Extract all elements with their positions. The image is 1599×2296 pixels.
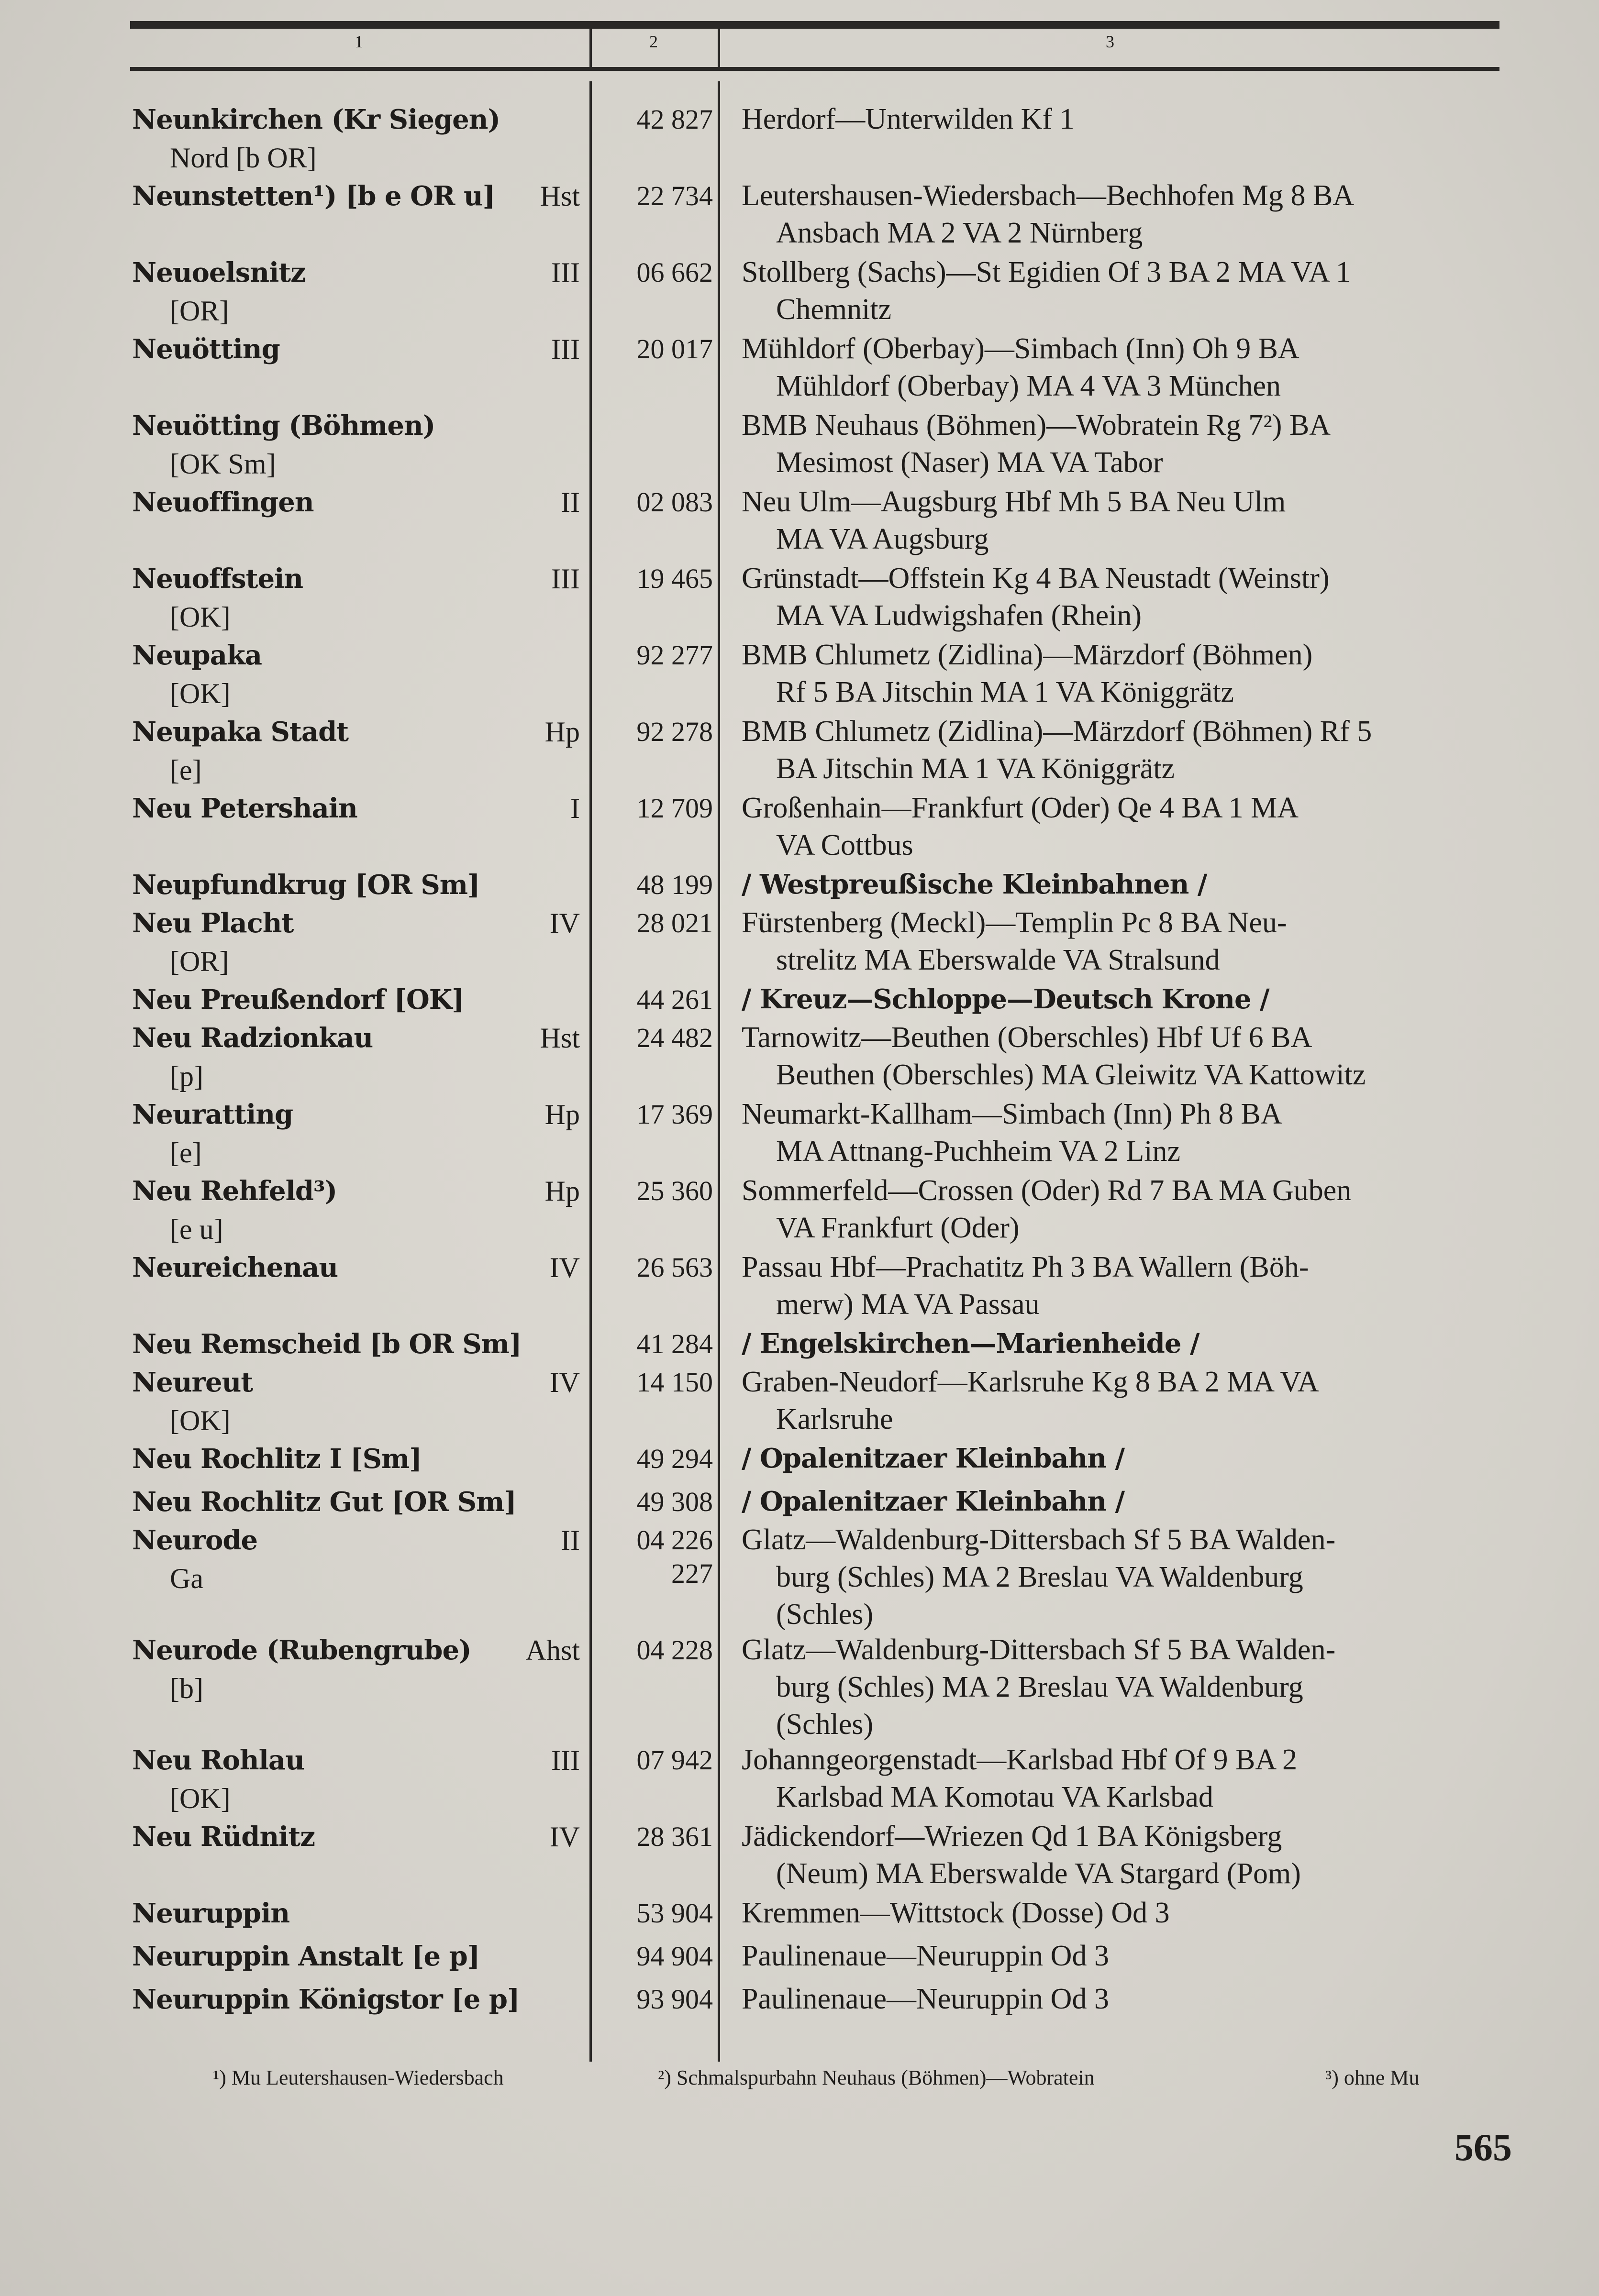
station-code: 24 482 bbox=[636, 1022, 713, 1053]
route-line-1: BMB Chlumetz (Zidlina)—Märzdorf (Böhmen) bbox=[742, 639, 1313, 671]
station-code: 04 228 bbox=[636, 1634, 713, 1666]
station-subline: [e u] bbox=[170, 1214, 223, 1245]
route-line-2: Karlsruhe bbox=[776, 1403, 893, 1435]
station-code: 42 827 bbox=[636, 104, 713, 135]
station-class: IV bbox=[549, 1367, 580, 1398]
route-description bbox=[742, 1483, 1517, 1520]
route-description bbox=[742, 1363, 1517, 1438]
route-line-1: Leutershausen-Wiedersbach—Bechhofen Mg 8 BA bbox=[742, 179, 1355, 212]
route-line-1: Graben-Neudorf—Karlsruhe Kg 8 BA 2 MA VA bbox=[742, 1366, 1319, 1398]
route-description bbox=[742, 1440, 1517, 1477]
footnote-1: ¹) Mu Leutershausen-Wiedersbach bbox=[213, 2066, 504, 2089]
station-name: Neureichenau bbox=[132, 1252, 338, 1283]
station-code: 26 563 bbox=[636, 1252, 713, 1283]
route-description bbox=[742, 1019, 1517, 1093]
route-line-2: MA VA Augsburg bbox=[776, 523, 989, 555]
station-code: 93 904 bbox=[636, 1984, 713, 2015]
station-name: Neupfundkrug [OR Sm] bbox=[132, 869, 480, 901]
route-line-2: MA VA Ludwigshafen (Rhein) bbox=[776, 599, 1142, 632]
station-code: 53 904 bbox=[636, 1898, 713, 1929]
station-subline: [OK] bbox=[170, 678, 231, 709]
route-description bbox=[742, 1095, 1517, 1170]
route-line-2: MA Attnang-Puchheim VA 2 Linz bbox=[776, 1135, 1181, 1168]
route-line-1: Fürstenberg (Meckl)—Templin Pc 8 BA Neu- bbox=[742, 906, 1287, 939]
route-line-1: / Engelskirchen—Marienheide / bbox=[742, 1328, 1199, 1359]
station-subline: Ga bbox=[170, 1563, 203, 1594]
station-code: 48 199 bbox=[636, 869, 713, 900]
station-subline: [OR] bbox=[170, 946, 229, 977]
route-description bbox=[742, 904, 1517, 979]
route-line-1: / Opalenitzaer Kleinbahn / bbox=[742, 1443, 1125, 1474]
column-header-2: 2 bbox=[649, 32, 658, 51]
route-line-1: / Kreuz—Schloppe—Deutsch Krone / bbox=[742, 983, 1269, 1015]
station-name: Neupaka bbox=[132, 640, 262, 671]
station-name: Neuoffingen bbox=[132, 486, 314, 518]
station-class: Hst bbox=[540, 180, 580, 212]
route-description bbox=[742, 100, 1517, 138]
column-header-3: 3 bbox=[1106, 32, 1114, 51]
station-subline: [OK Sm] bbox=[170, 448, 276, 480]
station-subline: [p] bbox=[170, 1060, 203, 1092]
station-code: 04 226 bbox=[636, 1524, 713, 1556]
route-line-2: Mesimost (Naser) MA VA Tabor bbox=[776, 446, 1163, 479]
top-rule bbox=[130, 21, 1499, 29]
route-line-1: Paulinenaue—Neuruppin Od 3 bbox=[742, 1983, 1109, 2015]
route-line-1: Grünstadt—Offstein Kg 4 BA Neustadt (Weinstr) bbox=[742, 562, 1330, 595]
route-description bbox=[742, 1248, 1517, 1323]
station-name: Neuoffstein bbox=[132, 563, 303, 595]
station-class: III bbox=[551, 563, 580, 595]
route-description bbox=[742, 1818, 1517, 1892]
route-line-2: VA Cottbus bbox=[776, 829, 913, 861]
station-code: 22 734 bbox=[636, 180, 713, 211]
route-description bbox=[742, 1894, 1517, 1932]
route-description bbox=[742, 330, 1517, 405]
route-description bbox=[742, 560, 1517, 634]
station-code: 17 369 bbox=[636, 1099, 713, 1130]
station-code: 02 083 bbox=[636, 486, 713, 518]
route-description bbox=[742, 1172, 1517, 1247]
route-line-3: (Schles) bbox=[776, 1708, 874, 1741]
station-subline: [e] bbox=[170, 1137, 202, 1169]
station-class: Hp bbox=[544, 1099, 580, 1130]
station-name: Neu Placht bbox=[132, 907, 294, 939]
route-description bbox=[742, 483, 1517, 558]
station-class: Hp bbox=[544, 716, 580, 748]
route-description bbox=[742, 254, 1517, 328]
station-code: 20 017 bbox=[636, 333, 713, 364]
station-name: Neu Rüdnitz bbox=[132, 1821, 315, 1853]
route-line-1: / Opalenitzaer Kleinbahn / bbox=[742, 1486, 1125, 1517]
route-line-1: Glatz—Waldenburg-Dittersbach Sf 5 BA Walden- bbox=[742, 1634, 1336, 1666]
route-line-1: / Westpreußische Kleinbahnen / bbox=[742, 869, 1207, 900]
route-description bbox=[742, 1325, 1517, 1362]
station-code: 19 465 bbox=[636, 563, 713, 594]
header-rule bbox=[130, 67, 1499, 71]
route-line-1: Großenhain—Frankfurt (Oder) Qe 4 BA 1 MA bbox=[742, 792, 1299, 824]
route-line-2: (Neum) MA Eberswalde VA Stargard (Pom) bbox=[776, 1857, 1301, 1890]
route-description bbox=[742, 1741, 1517, 1816]
route-line-1: Passau Hbf—Prachatitz Ph 3 BA Wallern (Böh- bbox=[742, 1251, 1309, 1283]
route-description bbox=[742, 789, 1517, 864]
route-line-1: Johanngeorgenstadt—Karlsbad Hbf Of 9 BA 2 bbox=[742, 1744, 1298, 1776]
station-name: Neunkirchen (Kr Siegen) bbox=[132, 104, 500, 135]
route-description bbox=[742, 177, 1517, 252]
route-line-3: (Schles) bbox=[776, 1598, 874, 1631]
station-code: 44 261 bbox=[636, 984, 713, 1015]
route-line-1: Neumarkt-Kallham—Simbach (Inn) Ph 8 BA bbox=[742, 1098, 1282, 1130]
route-description bbox=[742, 1631, 1517, 1743]
station-name: Neurode bbox=[132, 1524, 258, 1556]
route-line-1: Mühldorf (Oberbay)—Simbach (Inn) Oh 9 BA bbox=[742, 332, 1299, 365]
station-name: Neu Preußendorf [OK] bbox=[132, 984, 464, 1016]
station-name: Neunstetten¹) [b e OR u] bbox=[132, 180, 495, 212]
route-line-1: Glatz—Waldenburg-Dittersbach Sf 5 BA Walden- bbox=[742, 1523, 1336, 1556]
station-subline: [OK] bbox=[170, 1783, 231, 1814]
route-line-1: Sommerfeld—Crossen (Oder) Rd 7 BA MA Guben bbox=[742, 1174, 1352, 1207]
station-subline: [OR] bbox=[170, 295, 229, 327]
route-description bbox=[742, 866, 1517, 903]
station-name: Neuoelsnitz bbox=[132, 257, 305, 288]
route-line-2: Beuthen (Oberschles) MA Gleiwitz VA Kattowitz bbox=[776, 1059, 1366, 1091]
header-divider-1 bbox=[589, 29, 592, 69]
route-line-2: Rf 5 BA Jitschin MA 1 VA Königgrätz bbox=[776, 676, 1234, 708]
station-name: Neu Radzionkau bbox=[132, 1022, 373, 1054]
station-code: 28 021 bbox=[636, 907, 713, 938]
column-divider-1 bbox=[589, 81, 592, 2062]
station-class: III bbox=[551, 257, 580, 288]
route-line-2: strelitz MA Eberswalde VA Stralsund bbox=[776, 944, 1220, 976]
station-class: Ahst bbox=[525, 1634, 580, 1666]
station-class: I bbox=[570, 793, 580, 824]
footnote-3: ³) ohne Mu bbox=[1325, 2066, 1420, 2089]
station-name: Neuruppin Königstor [e p] bbox=[132, 1984, 520, 2015]
station-code: 25 360 bbox=[636, 1175, 713, 1206]
station-code: 12 709 bbox=[636, 793, 713, 824]
station-name: Neuruppin Anstalt [e p] bbox=[132, 1941, 480, 1972]
station-code: 07 942 bbox=[636, 1744, 713, 1776]
route-line-1: BMB Chlumetz (Zidlina)—Märzdorf (Böhmen) Rf 5 bbox=[742, 715, 1372, 748]
route-line-1: Stollberg (Sachs)—St Egidien Of 3 BA 2 MA VA 1 bbox=[742, 256, 1351, 288]
station-code: 41 284 bbox=[636, 1328, 713, 1359]
station-name: Neu Rochlitz I [Sm] bbox=[132, 1443, 422, 1475]
route-description bbox=[742, 1521, 1517, 1633]
route-description bbox=[742, 636, 1517, 711]
station-name: Neuötting (Böhmen) bbox=[132, 410, 435, 442]
station-name: Neu Remscheid [b OR Sm] bbox=[132, 1328, 522, 1360]
station-subline: [OK] bbox=[170, 601, 231, 633]
station-code: 49 294 bbox=[636, 1443, 713, 1474]
station-code: 92 278 bbox=[636, 716, 713, 747]
station-name: Neupaka Stadt bbox=[132, 716, 349, 748]
station-class: III bbox=[551, 333, 580, 365]
station-name: Neu Petershain bbox=[132, 793, 357, 824]
route-line-2: Ansbach MA 2 VA 2 Nürnberg bbox=[776, 217, 1143, 249]
route-description bbox=[742, 981, 1517, 1018]
route-line-1: Kremmen—Wittstock (Dosse) Od 3 bbox=[742, 1897, 1170, 1929]
station-subline: [e] bbox=[170, 754, 202, 786]
station-class: IV bbox=[549, 1252, 580, 1283]
station-name: Neuötting bbox=[132, 333, 280, 365]
station-class: II bbox=[561, 486, 580, 518]
footnote-2: ²) Schmalspurbahn Neuhaus (Böhmen)—Wobratein bbox=[658, 2066, 1095, 2089]
route-line-1: Herdorf—Unterwilden Kf 1 bbox=[742, 103, 1075, 135]
route-line-1: Tarnowitz—Beuthen (Oberschles) Hbf Uf 6 BA bbox=[742, 1021, 1312, 1054]
station-subline: [OK] bbox=[170, 1405, 231, 1436]
station-code: 14 150 bbox=[636, 1367, 713, 1398]
station-code: 94 904 bbox=[636, 1941, 713, 1972]
route-line-1: Jädickendorf—Wriezen Qd 1 BA Königsberg bbox=[742, 1820, 1282, 1853]
column-header-1: 1 bbox=[355, 32, 363, 51]
station-name: Neuratting bbox=[132, 1099, 293, 1130]
route-line-2: VA Frankfurt (Oder) bbox=[776, 1212, 1020, 1244]
column-divider-2 bbox=[718, 81, 720, 2062]
station-name: Neu Rohlau bbox=[132, 1744, 304, 1776]
station-class: III bbox=[551, 1744, 580, 1776]
route-description bbox=[742, 1980, 1517, 2018]
header-divider-2 bbox=[718, 29, 720, 69]
station-code-secondary: 227 bbox=[671, 1558, 713, 1589]
station-name: Neuruppin bbox=[132, 1898, 290, 1929]
route-description bbox=[742, 1937, 1517, 1975]
station-name: Neu Rehfeld³) bbox=[132, 1175, 337, 1207]
station-code: 28 361 bbox=[636, 1821, 713, 1852]
station-class: Hp bbox=[544, 1175, 580, 1207]
station-subline: [b] bbox=[170, 1673, 203, 1704]
route-line-2: Chemnitz bbox=[776, 293, 892, 326]
station-class: II bbox=[561, 1524, 580, 1556]
route-line-2: burg (Schles) MA 2 Breslau VA Waldenburg bbox=[776, 1671, 1303, 1703]
station-code: 49 308 bbox=[636, 1486, 713, 1517]
route-description bbox=[742, 407, 1517, 481]
route-line-1: Neu Ulm—Augsburg Hbf Mh 5 BA Neu Ulm bbox=[742, 486, 1286, 518]
station-code: 92 277 bbox=[636, 640, 713, 671]
station-name: Neurode (Rubengrube) bbox=[132, 1634, 471, 1666]
route-line-1: Paulinenaue—Neuruppin Od 3 bbox=[742, 1940, 1109, 1972]
station-subline: Nord [b OR] bbox=[170, 142, 317, 174]
page-number: 565 bbox=[1455, 2127, 1512, 2169]
route-line-2: Mühldorf (Oberbay) MA 4 VA 3 München bbox=[776, 370, 1281, 402]
route-line-2: merw) MA VA Passau bbox=[776, 1288, 1040, 1321]
station-name: Neu Rochlitz Gut [OR Sm] bbox=[132, 1486, 516, 1518]
station-code: 06 662 bbox=[636, 257, 713, 288]
station-name: Neureut bbox=[132, 1367, 253, 1398]
route-description bbox=[742, 713, 1517, 787]
route-line-2: burg (Schles) MA 2 Breslau VA Waldenburg bbox=[776, 1561, 1303, 1593]
station-class: Hst bbox=[540, 1022, 580, 1054]
route-line-2: Karlsbad MA Komotau VA Karlsbad bbox=[776, 1781, 1213, 1813]
route-line-2: BA Jitschin MA 1 VA Königgrätz bbox=[776, 752, 1175, 785]
station-class: IV bbox=[549, 907, 580, 939]
station-class: IV bbox=[549, 1821, 580, 1853]
route-line-1: BMB Neuhaus (Böhmen)—Wobratein Rg 7²) BA bbox=[742, 409, 1331, 442]
